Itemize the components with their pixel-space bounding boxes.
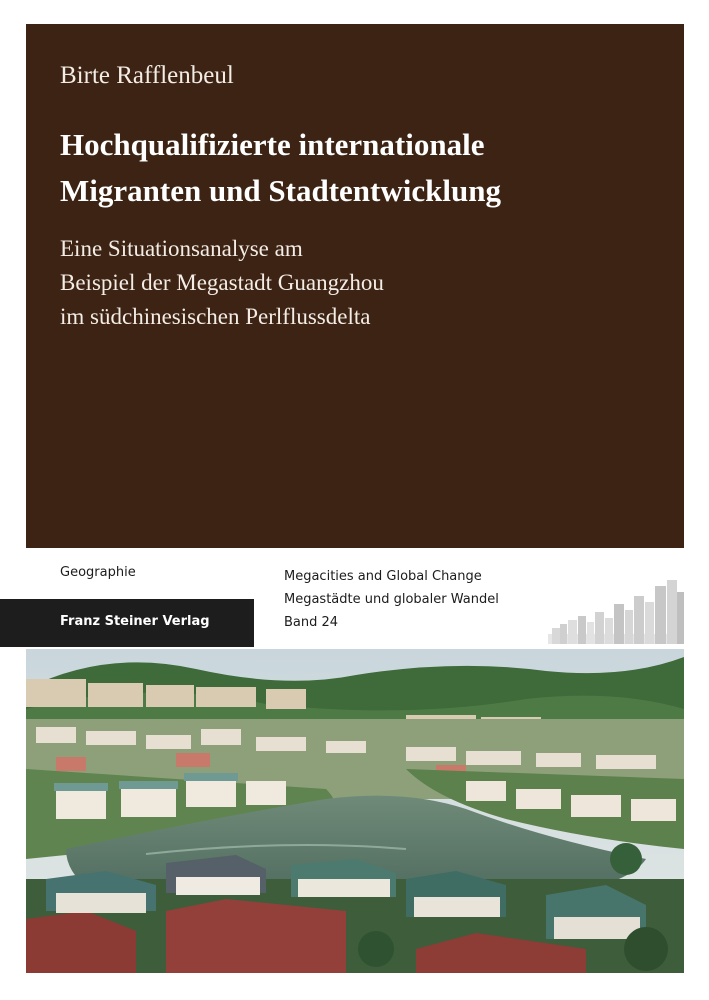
subject-label: Geographie [60, 565, 136, 580]
city-skyline-icon [546, 574, 686, 646]
book-title-line-1: Hochqualifizierte internationale [60, 127, 485, 162]
cover-photo [26, 649, 684, 973]
book-title-line-2: Migranten und Stadtentwicklung [60, 173, 501, 208]
author-name: Birte Rafflenbeul [60, 62, 234, 89]
publisher-name: Franz Steiner Verlag [60, 614, 210, 629]
book-subtitle-line-2: Beispiel der Megastadt Guangzhou [60, 270, 384, 295]
series-name-en: Megacities and Global Change [284, 569, 482, 584]
series-info [284, 565, 499, 634]
book-subtitle-line-3: im südchinesischen Perlflussdelta [60, 304, 371, 329]
publisher-bar [0, 599, 254, 647]
title-panel [26, 24, 684, 548]
book-title [60, 122, 670, 214]
series-name-de: Megastädte und globaler Wandel [284, 592, 499, 607]
book-subtitle-line-1: Eine Situationsanalyse am [60, 236, 303, 261]
series-volume: Band 24 [284, 615, 339, 630]
book-subtitle [60, 232, 670, 334]
